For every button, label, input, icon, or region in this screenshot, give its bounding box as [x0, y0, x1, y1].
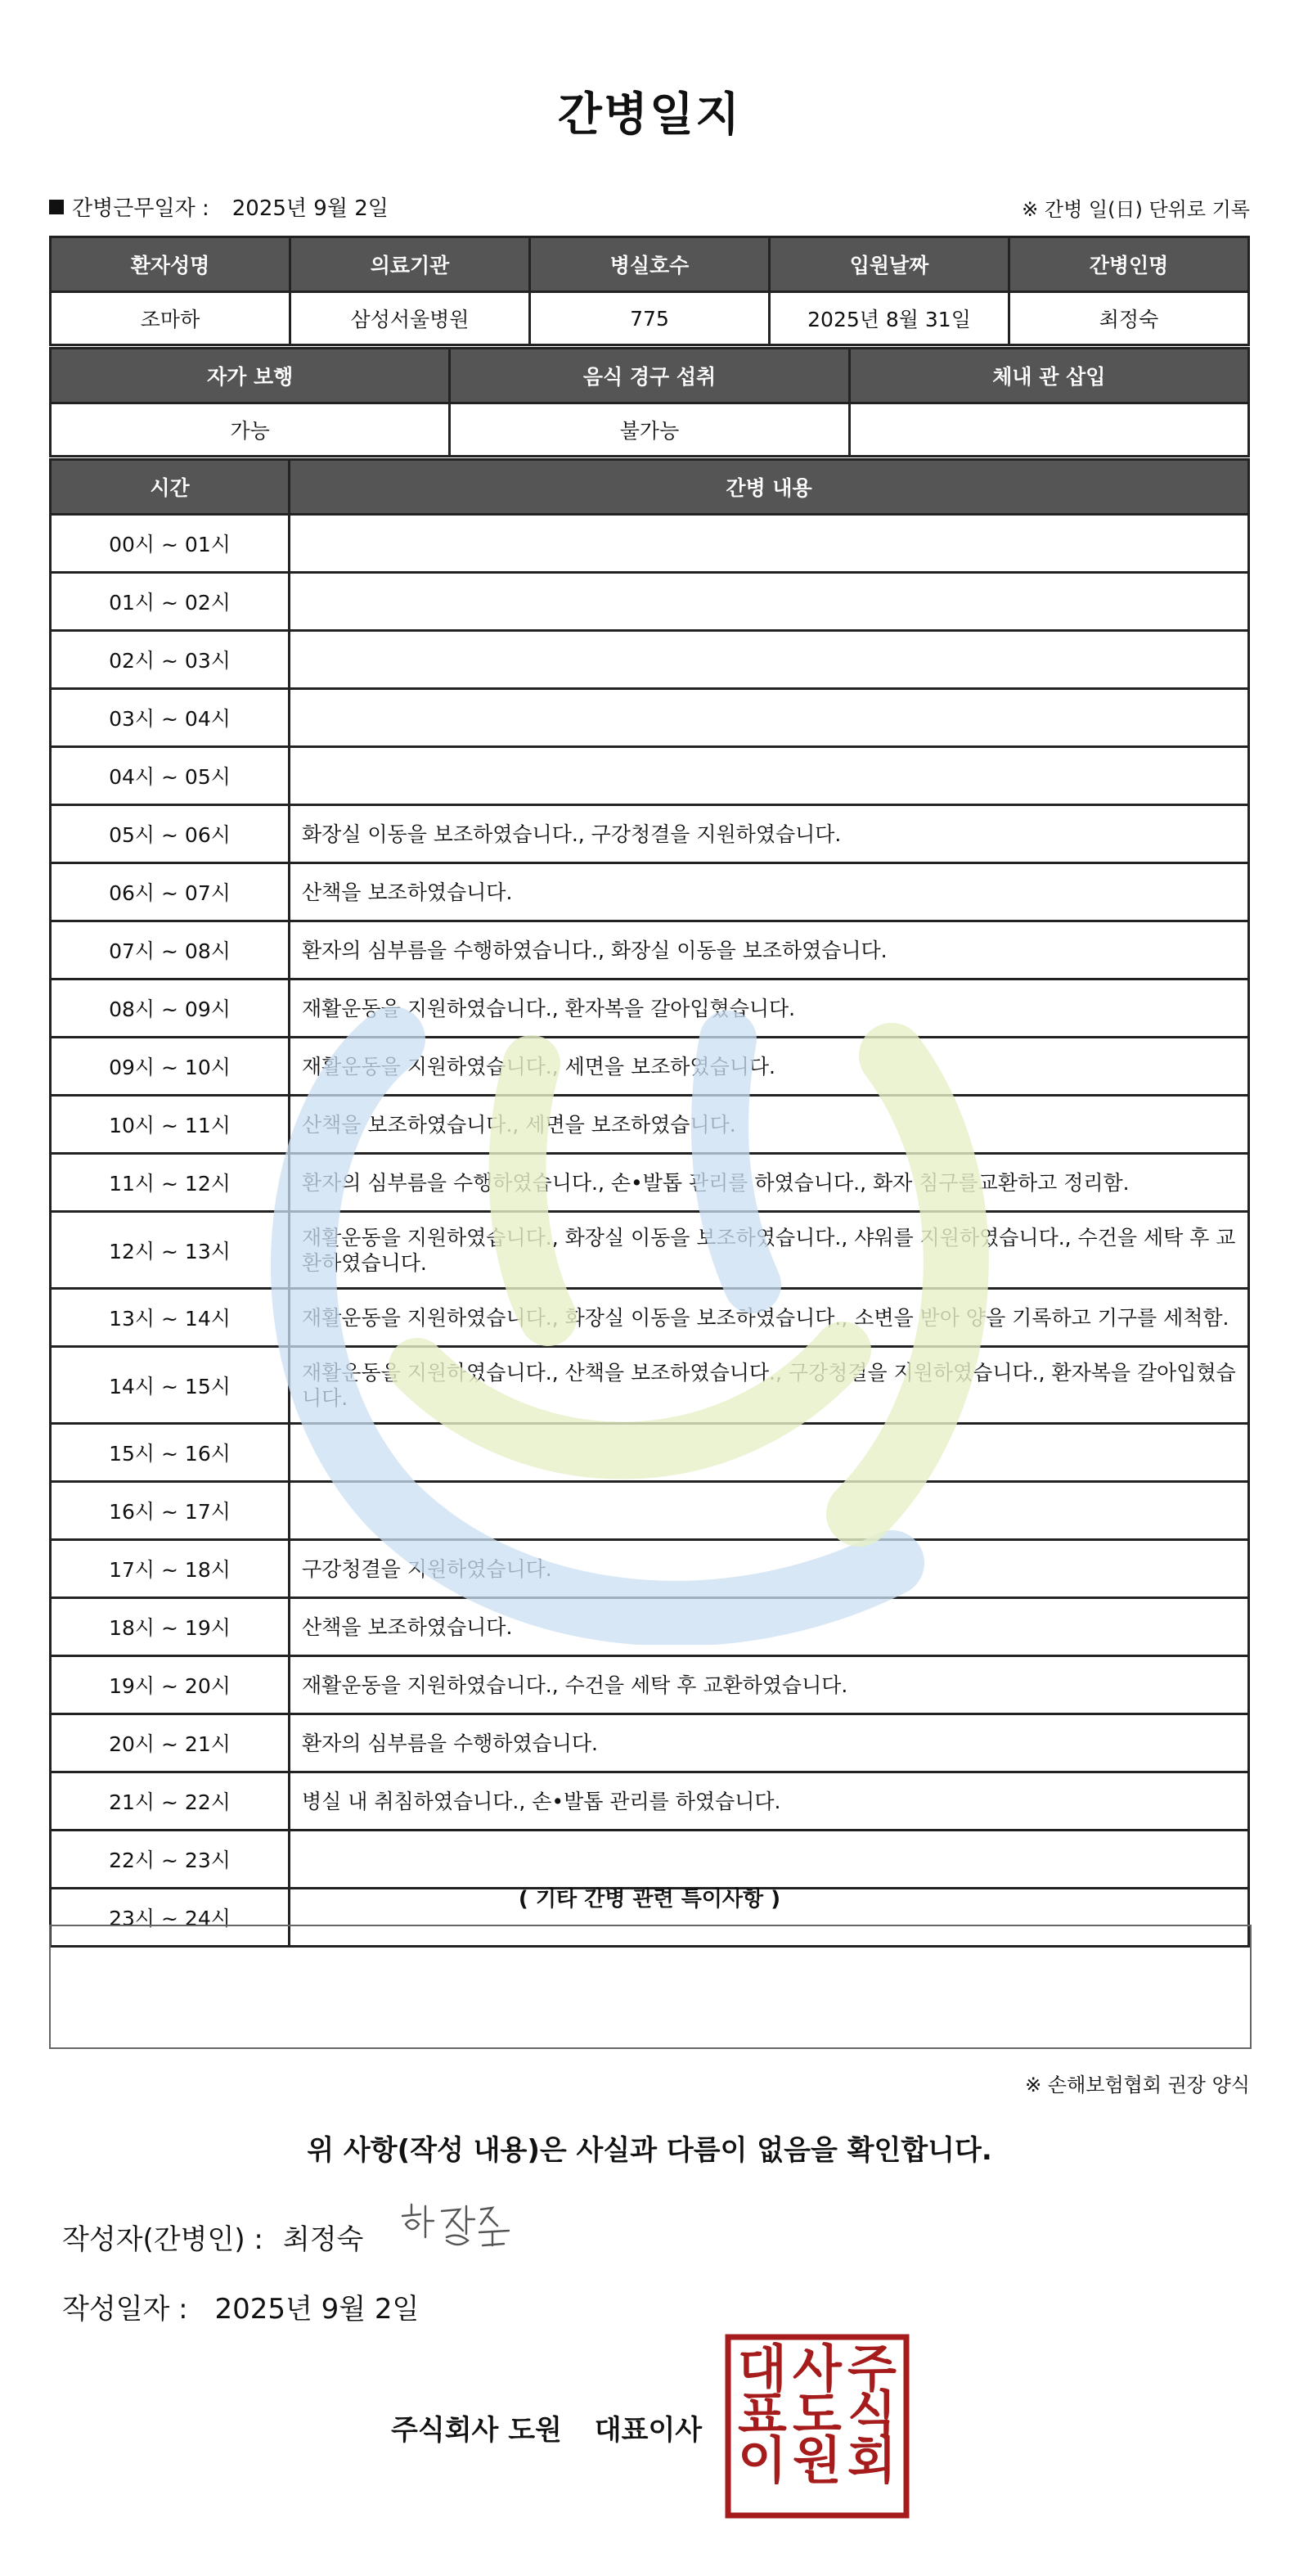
care-log-row: [51, 863, 1249, 921]
care-log-row: [51, 1038, 1249, 1096]
care-log-content: 화장실 이동을 보조하였습니다., 구강청결을 지원하였습니다.: [290, 805, 1249, 863]
header-care-content: 간병 내용: [290, 460, 1249, 515]
care-log-content: [290, 573, 1249, 631]
care-log-content: [290, 1831, 1249, 1889]
care-log-row: [51, 515, 1249, 573]
patient-info-value-row: [51, 292, 1249, 345]
care-log-row: [51, 1347, 1249, 1424]
care-log-content: [290, 515, 1249, 573]
care-log-body: [51, 515, 1249, 1947]
care-log-row: [51, 980, 1249, 1038]
care-log-row: [51, 921, 1249, 980]
other-notes-title: ( 기타 간병 관련 특이사항 ): [518, 1887, 781, 1912]
oral-intake-value: 불가능: [450, 403, 849, 457]
writer-label: 작성자(간병인) :: [62, 2222, 263, 2256]
care-log-content: 병실 내 취침하였습니다., 손•발톱 관리를 하였습니다.: [290, 1772, 1249, 1831]
seal-glyph: 회: [847, 2430, 897, 2490]
written-date-value: 2025년 9월 2일: [214, 2293, 420, 2326]
care-log-content: 산책을 보조하였습니다., 세면을 보조하였습니다.: [290, 1096, 1249, 1154]
document-title: 간병일지: [557, 88, 742, 142]
care-log-content: [290, 631, 1249, 689]
header-hospital: 의료기관: [290, 237, 530, 292]
care-log-time: 07시 ~ 08시: [51, 921, 290, 980]
care-log-time: 19시 ~ 20시: [51, 1656, 290, 1714]
care-log-time: 23시 ~ 24시: [51, 1889, 290, 1947]
seal-glyph: 표: [738, 2385, 787, 2444]
care-log-row: [51, 1212, 1249, 1289]
writer-name: 최정숙: [282, 2222, 364, 2256]
care-log-row: [51, 1540, 1249, 1598]
care-log-row: [51, 631, 1249, 689]
care-log-content: [290, 689, 1249, 747]
care-log-time: 08시 ~ 09시: [51, 980, 290, 1038]
care-log-header-row: [51, 460, 1249, 515]
care-log-time: 14시 ~ 15시: [51, 1347, 290, 1424]
care-log-time: 20시 ~ 21시: [51, 1714, 290, 1772]
seal-glyph: 이: [738, 2430, 787, 2490]
room-number: 775: [530, 292, 770, 345]
company-line: [391, 2407, 702, 2448]
care-log-row: [51, 1482, 1249, 1540]
care-log-content: 재활운동을 지원하였습니다., 산책을 보조하였습니다., 구강청결을 지원하였습니다., 환자복을 갈아입혔습니다.: [290, 1347, 1249, 1424]
care-log-time: 21시 ~ 22시: [51, 1772, 290, 1831]
tube-insertion-value: [849, 403, 1248, 457]
work-date-line: [49, 191, 389, 222]
seal-glyph: 식: [847, 2385, 897, 2444]
care-log-content: 재활운동을 지원하였습니다., 세면을 보조하였습니다.: [290, 1038, 1249, 1096]
care-log-time: 18시 ~ 19시: [51, 1598, 290, 1656]
care-log-row: [51, 1154, 1249, 1212]
care-log-time: 10시 ~ 11시: [51, 1096, 290, 1154]
care-log-row: [51, 805, 1249, 863]
care-log-time: 17시 ~ 18시: [51, 1540, 290, 1598]
care-log-row: [51, 1772, 1249, 1831]
care-log-row: [51, 1656, 1249, 1714]
confirmation-statement: 위 사항(작성 내용)은 사실과 다름이 없음을 확인합니다.: [307, 2134, 992, 2167]
work-date-value: 2025년 9월 2일: [231, 196, 389, 221]
header-patient-name: 환자성명: [51, 237, 290, 292]
company-seal-stamp: [725, 2334, 910, 2519]
care-log-time: 09시 ~ 10시: [51, 1038, 290, 1096]
insurance-form-note: ※ 손해보험협회 권장 양식: [1025, 2074, 1250, 2096]
care-log-content: 재활운동을 지원하였습니다., 환자복을 갈아입혔습니다.: [290, 980, 1249, 1038]
care-log-row: [51, 689, 1249, 747]
header-room-number: 병실호수: [530, 237, 770, 292]
care-log-row: [51, 1424, 1249, 1482]
care-log-time: 00시 ~ 01시: [51, 515, 290, 573]
care-log-content: 재활운동을 지원하였습니다., 화장실 이동을 보조하였습니다., 소변을 받아 양을 기록하고 기구를 세척함.: [290, 1289, 1249, 1347]
seal-glyph: 대: [738, 2339, 787, 2398]
care-log-content: 구강청결을 지원하였습니다.: [290, 1540, 1249, 1598]
care-log-content: 산책을 보조하였습니다.: [290, 1598, 1249, 1656]
company-name: 주식회사 도원: [391, 2414, 562, 2447]
care-log-table: [49, 458, 1250, 1948]
care-log-time: 12시 ~ 13시: [51, 1212, 290, 1289]
care-log-time: 11시 ~ 12시: [51, 1154, 290, 1212]
written-date-label: 작성일자 :: [62, 2293, 188, 2326]
record-unit-note: ※ 간병 일(日) 단위로 기록: [1022, 198, 1250, 221]
header-admission-date: 입원날짜: [770, 237, 1009, 292]
header-caregiver-name: 간병인명: [1009, 237, 1249, 292]
care-log-time: 05시 ~ 06시: [51, 805, 290, 863]
hospital-name: 삼성서울병원: [290, 292, 530, 345]
seal-glyph: 주: [847, 2339, 897, 2398]
seal-glyph: 도: [793, 2385, 842, 2444]
admission-date: 2025년 8월 31일: [770, 292, 1009, 345]
care-log-time: 04시 ~ 05시: [51, 747, 290, 805]
header-time: 시간: [51, 460, 290, 515]
care-log-content: 환자의 심부름을 수행하였습니다., 손•발톱 관리를 하였습니다., 화자 침구를교환하고 정리함.: [290, 1154, 1249, 1212]
writer-line: [62, 2216, 519, 2257]
self-walking-value: 가능: [51, 403, 450, 457]
care-log-content: 재활운동을 지원하였습니다., 수건을 세탁 후 교환하였습니다.: [290, 1656, 1249, 1714]
patient-info-header-row: [51, 237, 1249, 292]
square-bullet-icon: [49, 200, 64, 214]
care-log-content: 재활운동을 지원하였습니다., 화장실 이동을 보조하였습니다., 샤워를 지원하였습니다., 수건을 세탁 후 교환하였습니다.: [290, 1212, 1249, 1289]
care-log-time: 06시 ~ 07시: [51, 863, 290, 921]
seal-glyph: 사: [793, 2339, 842, 2398]
care-log-row: [51, 1096, 1249, 1154]
care-log-row: [51, 1714, 1249, 1772]
company-representative: 대표이사: [594, 2414, 703, 2447]
patient-name: 조마하: [51, 292, 290, 345]
care-log-content: 환자의 심부름을 수행하였습니다., 화장실 이동을 보조하였습니다.: [290, 921, 1249, 980]
care-log-time: 16시 ~ 17시: [51, 1482, 290, 1540]
patient-status-table: [49, 347, 1250, 457]
care-log-time: 02시 ~ 03시: [51, 631, 290, 689]
care-log-row: [51, 1831, 1249, 1889]
handwritten-signature: [396, 2200, 519, 2257]
other-notes-box: [49, 1925, 1252, 2049]
care-log-time: 13시 ~ 14시: [51, 1289, 290, 1347]
header-self-walking: 자가 보행: [51, 349, 450, 403]
care-log-content: [290, 747, 1249, 805]
written-date-line: [62, 2286, 419, 2326]
care-log-row: [51, 1598, 1249, 1656]
caregiver-name: 최정숙: [1009, 292, 1249, 345]
header-oral-intake: 음식 경구 섭취: [450, 349, 849, 403]
patient-status-value-row: [51, 403, 1249, 457]
patient-info-table: [49, 236, 1250, 346]
patient-status-header-row: [51, 349, 1249, 403]
care-log-content: [290, 1424, 1249, 1482]
care-log-content: [290, 1482, 1249, 1540]
care-log-time: 15시 ~ 16시: [51, 1424, 290, 1482]
care-log-time: 22시 ~ 23시: [51, 1831, 290, 1889]
work-date-label: 간병근무일자 :: [72, 196, 209, 221]
seal-glyph: 원: [793, 2430, 842, 2490]
care-log-time: 01시 ~ 02시: [51, 573, 290, 631]
header-tube-insertion: 체내 관 삽입: [849, 349, 1248, 403]
care-log-row: [51, 573, 1249, 631]
care-log-content: 환자의 심부름을 수행하였습니다.: [290, 1714, 1249, 1772]
care-log-time: 03시 ~ 04시: [51, 689, 290, 747]
care-log-row: [51, 747, 1249, 805]
care-log-content: 산책을 보조하였습니다.: [290, 863, 1249, 921]
care-log-row: [51, 1289, 1249, 1347]
